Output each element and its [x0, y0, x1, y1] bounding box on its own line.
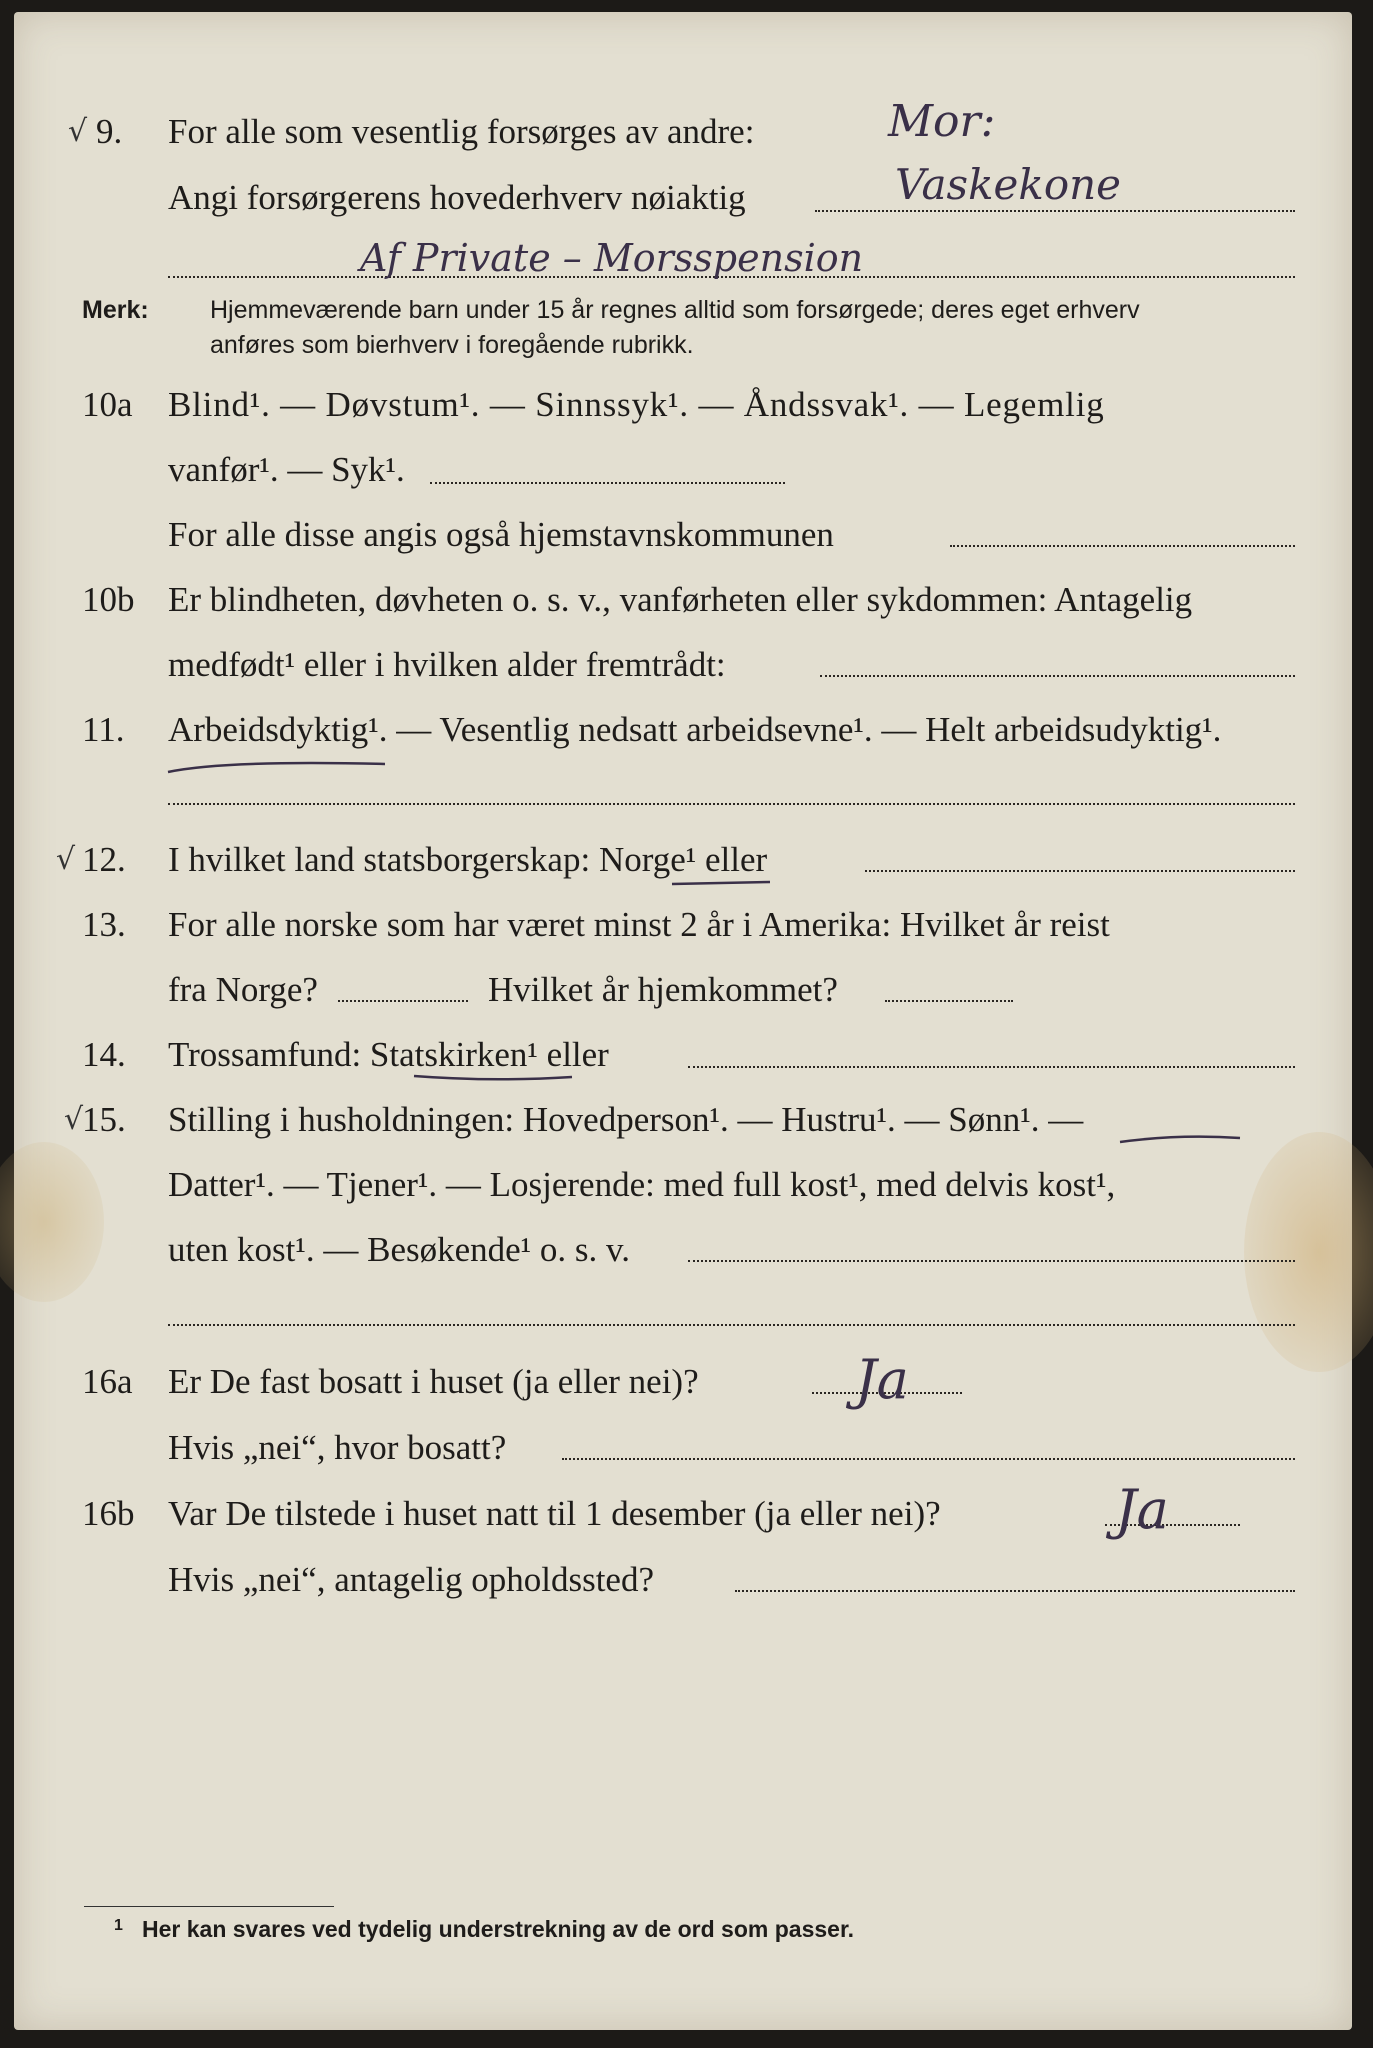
q13-line1: For alle norske som har været minst 2 år i Amerika: Hvilket år reist — [168, 905, 1110, 944]
q15-line3-dots — [688, 1260, 1295, 1262]
q15-line2: Datter¹. — Tjener¹. — Losjerende: med full kost¹, med delvis kost¹, — [168, 1165, 1116, 1204]
q15-line1: Stilling i husholdningen: Hovedperson¹. — Hustru¹. — Sønn¹. — — [168, 1100, 1084, 1139]
q13-number: 13. — [82, 905, 126, 944]
footnote-marker: 1 — [114, 1917, 123, 1934]
q16b-line1: Var De tilstede i huset natt til 1 desember (ja eller nei)? — [168, 1494, 941, 1533]
merk-label: Merk: — [82, 296, 149, 324]
q9-number: 9. — [96, 112, 123, 151]
q14-number: 14. — [82, 1035, 126, 1074]
q9-line2: Angi forsørgerens hovederhverv nøiaktig — [168, 178, 746, 217]
q12-checkmark: √ — [56, 842, 76, 877]
q9-checkmark: √ — [68, 114, 88, 149]
q16b-line2-dots — [735, 1590, 1295, 1592]
q12-line1: I hvilket land statsborgerskap: Norge¹ eller — [168, 840, 768, 879]
q15-answer-dots — [168, 1324, 1295, 1326]
stain-right — [1244, 1132, 1373, 1372]
q15-underline-sonn — [1118, 1130, 1248, 1150]
q15-checkmark: √ — [64, 1102, 84, 1137]
q10b-line1: Er blindheten, døvheten o. s. v., vanførheten eller sykdommen: Antagelig — [168, 580, 1193, 619]
q11-number: 11. — [82, 710, 125, 749]
q16a-line2: Hvis „nei“, hvor bosatt? — [168, 1428, 507, 1467]
q9-handwritten-occupation[interactable]: Vaskekone — [895, 160, 1122, 209]
q16a-handwritten-answer[interactable]: Ja — [855, 1348, 909, 1411]
footnote-rule — [84, 1906, 334, 1907]
merk-line1: Hjemmeværende barn under 15 år regnes alltid som forsørgede; deres eget erhverv — [210, 296, 1140, 324]
q10a-line1: Blind¹. — Døvstum¹. — Sinnssyk¹. — Åndssvak¹. — Legemlig — [168, 385, 1105, 424]
q9-handwritten-mor: Mor: — [888, 96, 996, 147]
q11-underline-arbeidsdyktig — [165, 750, 395, 780]
q10a-line3: For alle disse angis også hjemstavnskommunen — [168, 515, 834, 554]
footnote-text: Her kan svares ved tydelig understrekning av de ord som passer. — [142, 1916, 855, 1942]
q14-underline-statskirken — [412, 1068, 582, 1088]
q14-answer-dots — [688, 1066, 1295, 1068]
q9-line2-dots — [815, 210, 1295, 212]
q16a-line2-dots — [562, 1458, 1295, 1460]
q13-line2b: Hvilket år hjemkommet? — [488, 970, 838, 1009]
q10b-line2-dots — [820, 675, 1295, 677]
q16b-line2: Hvis „nei“, antagelig opholdssted? — [168, 1560, 654, 1599]
q13-year-returned-dots — [885, 1000, 1013, 1002]
q12-number: 12. — [82, 840, 126, 879]
q10a-number: 10a — [82, 385, 133, 424]
q16a-number: 16a — [82, 1362, 133, 1401]
q10a-line2: vanfør¹. — Syk¹. — [168, 450, 405, 489]
stain-left — [0, 1142, 104, 1302]
q9-handwritten-line3[interactable]: Af Private – Morsspension — [360, 236, 864, 280]
q12-underline-norge — [670, 874, 780, 894]
q10b-line2: medfødt¹ eller i hvilken alder fremtrådt: — [168, 645, 726, 684]
q10b-number: 10b — [82, 580, 135, 619]
q11-line1: Arbeidsdyktig¹. — Vesentlig nedsatt arbeidsevne¹. — Helt arbeidsudyktig¹. — [168, 710, 1222, 749]
q11-answer-dots — [168, 803, 1295, 805]
q16b-number: 16b — [82, 1494, 135, 1533]
q13-year-left-dots — [338, 1000, 468, 1002]
q15-line3: uten kost¹. — Besøkende¹ o. s. v. — [168, 1230, 631, 1269]
q16a-line1: Er De fast bosatt i huset (ja eller nei)? — [168, 1362, 699, 1401]
q16b-handwritten-answer[interactable]: Ja — [1115, 1478, 1169, 1541]
q14-line1: Trossamfund: Statskirken¹ eller — [168, 1035, 609, 1074]
q13-line2a: fra Norge? — [168, 970, 318, 1009]
q10a-line3-dots — [950, 545, 1295, 547]
q12-answer-dots — [865, 870, 1295, 872]
q10a-line2-dots — [430, 482, 785, 484]
q15-number: 15. — [82, 1100, 126, 1139]
q9-line1: For alle som vesentlig forsørges av andre: — [168, 112, 755, 151]
merk-line2: anføres som bierhverv i foregående rubrikk. — [210, 331, 694, 359]
